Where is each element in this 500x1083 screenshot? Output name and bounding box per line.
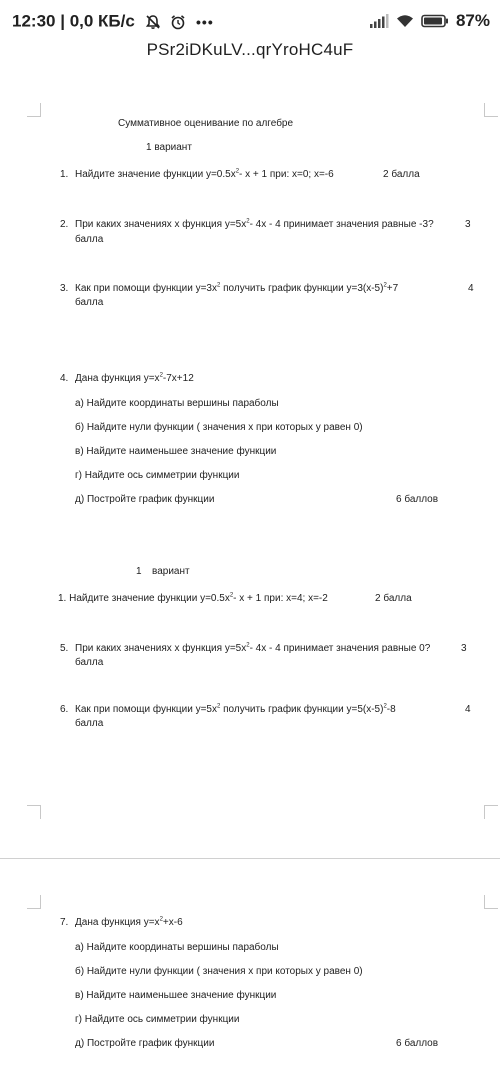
question-5-text: При каких значениях х функция $y=5x^2-$ 4x - 4 принимает значения равные 0? <box>75 642 431 654</box>
variant-number: 1 <box>136 566 142 577</box>
question-4-item-b: б) Найдите нули функции ( значения х при которых у равен 0) <box>75 422 363 433</box>
question-2-points-number: 3 <box>465 219 471 230</box>
status-data-speed: 0,0 КБ/с <box>69 11 135 31</box>
page-corner-mark <box>27 103 41 117</box>
alarm-clock-icon <box>170 14 186 30</box>
wifi-icon <box>396 14 414 28</box>
question-1-points: 2 балла <box>383 169 420 180</box>
question-number: 6. <box>60 704 69 715</box>
question-number: 1. <box>60 169 69 180</box>
question-number: 5. <box>60 643 69 654</box>
question-1b-text: 1. Найдите значение функции $y=0.5x^2-$ x + 1 при: x=4; x=-2 <box>58 592 328 604</box>
question-2-points-word: балла <box>75 234 104 245</box>
more-notifications-icon: ••• <box>196 13 214 30</box>
question-3-points-number: 4 <box>468 283 474 294</box>
question-7-item-c: в) Найдите наименьшее значение функции <box>75 990 277 1001</box>
question-7-text: Дана функция $y=x^2+x-6$ <box>75 916 183 928</box>
question-1-text: Найдите значение функции $y=0.5x^2-$ x + 1 при: x=0; x=-6 <box>75 168 334 180</box>
status-bar <box>0 0 500 40</box>
page-corner-mark <box>484 103 498 117</box>
question-7-points: 6 баллов <box>396 1038 439 1049</box>
page-divider <box>0 858 500 859</box>
page-corner-mark <box>27 805 41 819</box>
question-5-points-number: 3 <box>461 643 467 654</box>
question-number: 7. <box>60 917 69 928</box>
question-7-item-e: д) Постройте график функции <box>75 1038 215 1049</box>
variant-label: вариант <box>152 566 190 577</box>
status-time: 12:30 <box>12 11 56 31</box>
question-4-text: Дана функция $y=x^2-7x+12$ <box>75 372 194 384</box>
question-3-points-word: балла <box>75 297 104 308</box>
question-number: 3. <box>60 283 69 294</box>
question-number: 4. <box>60 373 69 384</box>
variant-label: 1 вариант <box>146 142 192 153</box>
assessment-heading: Суммативное оценивание по алгебре <box>118 118 294 129</box>
question-7-item-d: г) Найдите ось симметрии функции <box>75 1014 240 1025</box>
question-6-text: Как при помощи функции $y=5x^2$ получить график функции $y=5(x-5)^2-8$ <box>75 703 396 715</box>
page-corner-mark <box>484 805 498 819</box>
battery-icon <box>421 14 449 28</box>
question-2-text: При каких значениях х функция $y=5x^2-$ 4x - 4 принимает значения равные -3? <box>75 218 434 230</box>
question-4-item-a: а) Найдите координаты вершины параболы <box>75 398 279 409</box>
page-corner-mark <box>484 895 498 909</box>
document-title: PSr2iDKuLV...qrYroHC4uF <box>146 40 354 59</box>
status-right <box>369 11 490 31</box>
question-4-item-d: г) Найдите ось симметрии функции <box>75 470 240 481</box>
question-5-points-word: балла <box>75 657 104 668</box>
question-number: 2. <box>60 219 69 230</box>
battery-percent: 87% <box>455 11 490 30</box>
question-3-text: Как при помощи функции $y=3x^2$ получить график функции $y=3(x-5)^2+7$ <box>75 282 399 294</box>
signal-strength-icon <box>369 14 389 28</box>
question-4-item-c: в) Найдите наименьшее значение функции <box>75 446 277 457</box>
question-4-points: 6 баллов <box>396 494 439 505</box>
status-left: 12:30 | 0,0 КБ/с ••• <box>12 11 214 31</box>
question-7-item-b: б) Найдите нули функции ( значения х при которых у равен 0) <box>75 966 363 977</box>
question-6-points-number: 4 <box>465 704 471 715</box>
page-corner-mark <box>27 895 41 909</box>
mute-bell-icon <box>145 14 161 30</box>
question-1b-points: 2 балла <box>375 593 412 604</box>
question-4-item-e: д) Постройте график функции <box>75 494 215 505</box>
question-6-points-word: балла <box>75 718 104 729</box>
question-7-item-a: а) Найдите координаты вершины параболы <box>75 942 279 953</box>
